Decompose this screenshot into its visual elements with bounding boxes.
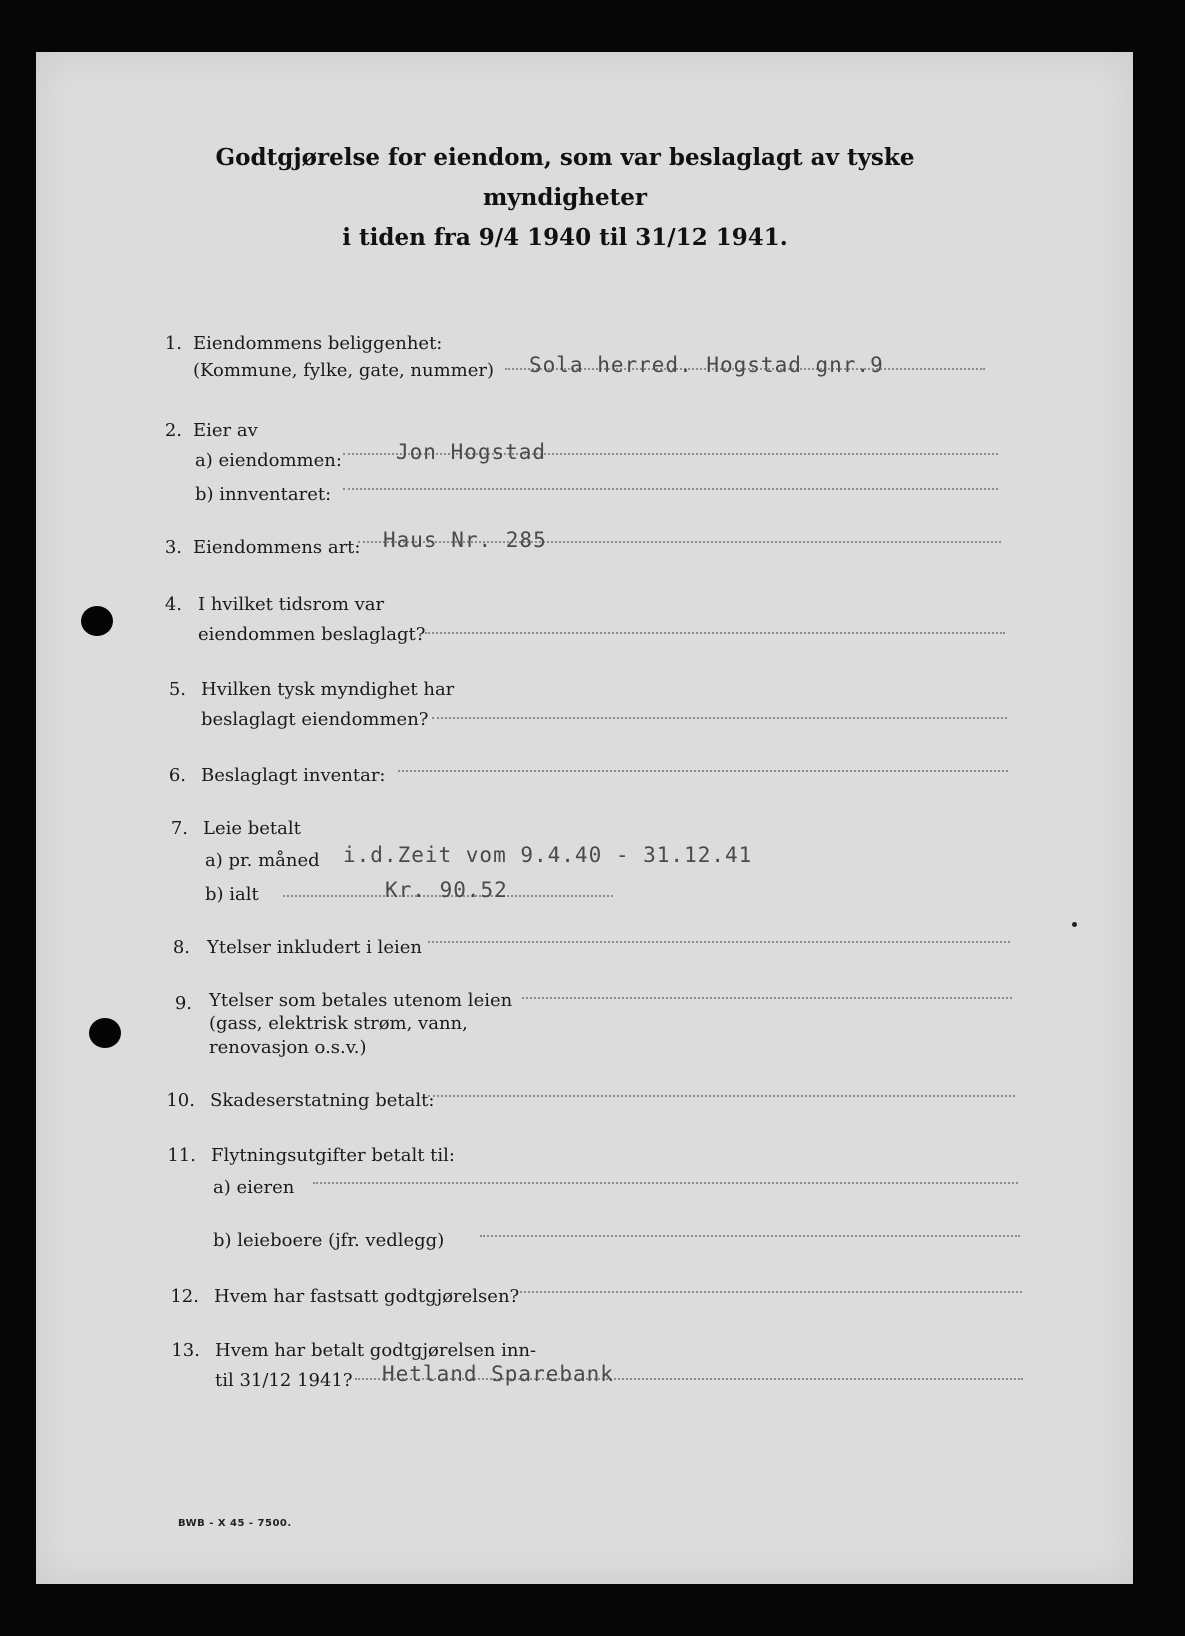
item-number: 10. (166, 1090, 195, 1111)
item-7b-value: Kr. 90.52 (385, 878, 508, 902)
item-number: 7. (170, 818, 188, 839)
item-1-sublabel: (Kommune, fylke, gate, nummer) (193, 360, 495, 381)
item-13-value: Hetland Sparebank (382, 1362, 614, 1386)
item-10-label: Skadeserstatning betalt: (210, 1090, 435, 1111)
item-number: 11. (167, 1145, 196, 1166)
form-title (150, 138, 980, 258)
item-12-label: Hvem har fastsatt godtgjørelsen? (214, 1286, 520, 1307)
item-9-label: Ytelser som betales utenom leien (209, 990, 513, 1011)
punch-hole-top (81, 606, 113, 636)
item-4-sublabel: eiendommen beslaglagt? (198, 624, 426, 645)
item-2b-label: b) innventaret: (195, 484, 332, 505)
item-1-value: Sola herred. Hogstad gnr.9 (529, 353, 884, 377)
punch-hole-bottom (89, 1018, 121, 1048)
item-2a-label: a) eiendommen: (195, 450, 342, 471)
item-number: 8. (172, 937, 190, 958)
item-13-label: Hvem har betalt godtgjørelsen inn- (215, 1340, 537, 1361)
item-11-label: Flytningsutgifter betalt til: (211, 1145, 455, 1166)
item-4-label: I hvilket tidsrom var (198, 594, 385, 615)
title-line-2: i tiden fra 9/4 1940 til 31/12 1941. (342, 224, 788, 251)
item-number: 1. (164, 333, 182, 354)
item-5-field[interactable] (432, 717, 1007, 719)
item-8-field[interactable] (428, 941, 1010, 943)
item-number: 6. (168, 765, 186, 786)
item-4-field[interactable] (425, 632, 1005, 634)
item-13-sublabel: til 31/12 1941? (215, 1370, 353, 1391)
item-9-field[interactable] (522, 997, 1012, 999)
print-code: BWB - X 45 - 7500. (178, 1518, 292, 1529)
item-6-label: Beslaglagt inventar: (201, 765, 386, 786)
item-9-sublabel-1: (gass, elektrisk strøm, vann, (209, 1013, 468, 1034)
item-number: 12. (170, 1286, 199, 1307)
item-1-label: Eiendommens beliggenhet: (193, 333, 443, 354)
item-8-label: Ytelser inkludert i leien (207, 937, 422, 958)
item-3-value: Haus Nr. 285 (383, 528, 547, 552)
document-sheet (36, 52, 1133, 1584)
item-10-field[interactable] (428, 1095, 1015, 1097)
item-11b-label: b) leieboere (jfr. vedlegg) (213, 1230, 445, 1251)
item-number: 4. (164, 594, 182, 615)
item-number: 5. (168, 679, 186, 700)
item-11a-label: a) eieren (213, 1177, 295, 1198)
item-7a-label: a) pr. måned (205, 850, 320, 871)
item-11a-field[interactable] (313, 1182, 1018, 1184)
item-5-label: Hvilken tysk myndighet har (201, 679, 455, 700)
item-2b-field[interactable] (343, 488, 998, 490)
item-9-sublabel-2: renovasjon o.s.v.) (209, 1037, 367, 1058)
paper-speck (1072, 922, 1077, 927)
item-number: 3. (164, 537, 182, 558)
item-number: 2. (164, 420, 182, 441)
item-7a-value: i.d.Zeit vom 9.4.40 - 31.12.41 (343, 843, 753, 867)
item-2a-value: Jon Hogstad (396, 440, 547, 464)
item-2-label: Eier av (193, 420, 258, 441)
item-11b-field[interactable] (480, 1235, 1020, 1237)
title-line-1: Godtgjørelse for eiendom, som var beslaglagt av tyske myndigheter (215, 144, 915, 211)
item-5-sublabel: beslaglagt eiendommen? (201, 709, 429, 730)
item-3-label: Eiendommens art: (193, 537, 361, 558)
item-6-field[interactable] (398, 770, 1008, 772)
item-12-field[interactable] (520, 1291, 1022, 1293)
item-number: 13. (171, 1340, 200, 1361)
item-7-label: Leie betalt (203, 818, 301, 839)
item-7b-label: b) ialt (205, 884, 259, 905)
item-number: 9. (174, 993, 192, 1014)
